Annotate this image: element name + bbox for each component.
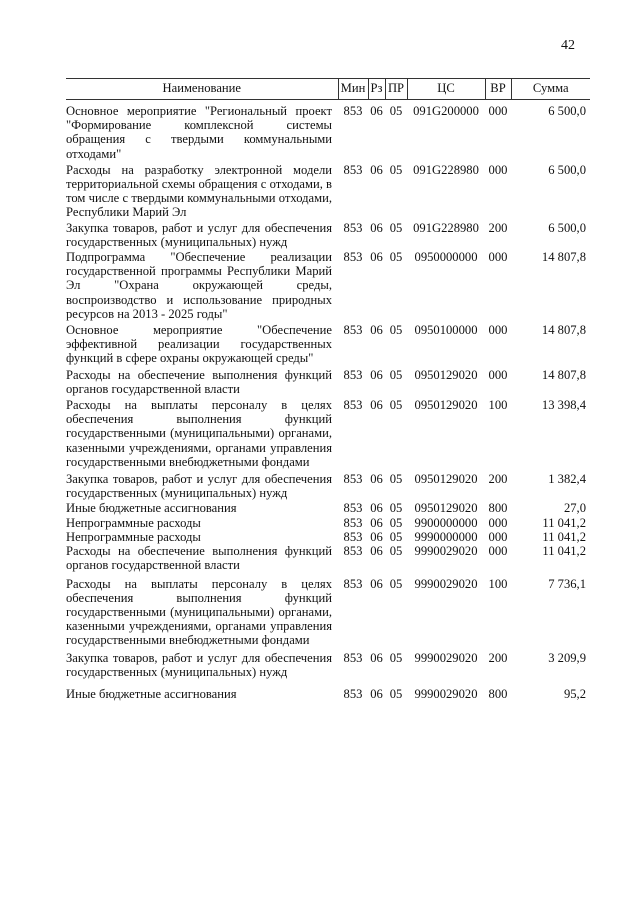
cell-rz: 06: [370, 398, 383, 413]
cell-rz: 06: [370, 323, 383, 338]
cell-min: 853: [343, 472, 363, 487]
cell-rz: 06: [370, 515, 383, 530]
cell-vr: 200: [488, 220, 508, 235]
cell-min: 853: [343, 650, 363, 665]
cell-rz: 06: [370, 576, 383, 591]
cell-min: 853: [343, 250, 363, 265]
cell-vr: 100: [488, 398, 508, 413]
cell-min: 853: [343, 367, 363, 382]
header-min: Мин: [338, 79, 368, 100]
cell-sum: 14 807,8: [541, 250, 586, 265]
cell-pr: 05: [389, 501, 403, 516]
cell-cs: 091G228980: [413, 162, 479, 177]
table-row: [66, 573, 590, 648]
cell-name: Основное мероприятие "Обеспечение эффективной реализации государственных функций в сфере охраны окружающей среды": [66, 323, 332, 366]
cell-rz: 06: [370, 501, 383, 516]
budget-table-container: [66, 78, 590, 701]
table-row: [66, 100, 590, 161]
header-cs: ЦС: [407, 79, 485, 100]
cell-name: Закупка товаров, работ и услуг для обеспечения государственных (муниципальных) нужд: [66, 472, 332, 501]
cell-name: Расходы на обеспечение выполнения функций органов государственной власти: [66, 367, 332, 396]
cell-min: 853: [343, 529, 363, 544]
cell-pr: 05: [389, 104, 403, 118]
cell-pr: 05: [389, 162, 403, 177]
cell-rz: 06: [370, 472, 383, 487]
cell-vr: 100: [488, 576, 508, 591]
cell-pr: 05: [389, 576, 403, 591]
cell-min: 853: [343, 398, 363, 413]
cell-vr: 800: [488, 686, 508, 701]
header-rz: Рз: [368, 79, 385, 100]
cell-name: Расходы на обеспечение выполнения функций органов государственной власти: [66, 544, 332, 573]
cell-pr: 05: [389, 250, 403, 265]
cell-name: Расходы на выплаты персоналу в целях обеспечения выполнения функций государственными (муниципальными) органами, казенными учреждениями, органами управления государственными внебюджетными фондами: [66, 398, 332, 469]
cell-min: 853: [343, 686, 363, 701]
cell-vr: 000: [488, 515, 508, 530]
cell-min: 853: [343, 515, 363, 530]
cell-sum: 1 382,4: [548, 472, 586, 487]
cell-name: Расходы на выплаты персоналу в целях обеспечения выполнения функций государственными (муниципальными) органами, казенными учреждениями, органами управления государственными внебюджетными фондами: [66, 576, 332, 648]
cell-cs: 9990000000: [414, 529, 478, 544]
cell-rz: 06: [370, 250, 383, 265]
cell-cs: 9990029020: [414, 686, 478, 701]
cell-sum: 14 807,8: [541, 323, 586, 338]
cell-cs: 0950129020: [414, 472, 478, 487]
cell-pr: 05: [389, 367, 403, 382]
cell-pr: 05: [389, 220, 403, 235]
cell-min: 853: [343, 576, 363, 591]
cell-rz: 06: [370, 104, 383, 118]
table-row: [66, 161, 590, 220]
cell-pr: 05: [389, 515, 403, 530]
table-row: [66, 220, 590, 249]
cell-min: 853: [343, 323, 363, 338]
cell-cs: 091G200000: [413, 104, 479, 118]
table-row: [66, 516, 590, 530]
cell-sum: 6 500,0: [548, 104, 586, 118]
table-row: [66, 469, 590, 500]
cell-name: Непрограммные расходы: [66, 529, 201, 544]
table-row: [66, 321, 590, 366]
cell-rz: 06: [370, 367, 383, 382]
cell-name: Иные бюджетные ассигнования: [66, 686, 237, 701]
cell-vr: 000: [488, 323, 508, 338]
table-row: [66, 648, 590, 679]
cell-sum: 11 041,2: [542, 529, 586, 544]
cell-pr: 05: [389, 529, 403, 544]
cell-sum: 14 807,8: [541, 367, 586, 382]
cell-pr: 05: [389, 686, 403, 701]
cell-cs: 0950129020: [414, 501, 478, 516]
cell-vr: 000: [488, 367, 508, 382]
cell-cs: 091G228980: [413, 220, 479, 235]
cell-min: 853: [343, 501, 363, 516]
table-header-row: [66, 79, 590, 100]
cell-cs: 9990029020: [414, 576, 478, 591]
cell-rz: 06: [370, 650, 383, 665]
cell-sum: 3 209,9: [548, 650, 586, 665]
cell-rz: 06: [370, 162, 383, 177]
cell-vr: 000: [488, 162, 508, 177]
cell-cs: 9900000000: [414, 515, 478, 530]
cell-name: Подпрограмма "Обеспечение реализации государственной программы Республики Марий Эл "Охрана окружающей среды, воспроизводство и использование природных ресурсов на 2013 - 2025 годы": [66, 250, 332, 321]
header-name: Наименование: [66, 79, 338, 100]
cell-min: 853: [343, 544, 363, 559]
cell-vr: 200: [488, 650, 508, 665]
cell-rz: 06: [370, 544, 383, 559]
cell-sum: 11 041,2: [542, 544, 586, 559]
cell-min: 853: [343, 220, 363, 235]
cell-name: Иные бюджетные ассигнования: [66, 501, 237, 516]
cell-name: Непрограммные расходы: [66, 515, 201, 530]
cell-cs: 9990029020: [414, 544, 478, 559]
table-row: [66, 500, 590, 515]
cell-rz: 06: [370, 220, 383, 235]
cell-pr: 05: [389, 650, 403, 665]
cell-name: Закупка товаров, работ и услуг для обеспечения государственных (муниципальных) нужд: [66, 650, 332, 679]
cell-min: 853: [343, 162, 363, 177]
cell-name: Закупка товаров, работ и услуг для обеспечения государственных (муниципальных) нужд: [66, 220, 332, 249]
cell-min: 853: [343, 104, 363, 118]
cell-pr: 05: [389, 323, 403, 338]
cell-sum: 6 500,0: [548, 220, 586, 235]
header-pr: ПР: [385, 79, 407, 100]
cell-vr: 200: [488, 472, 508, 487]
table-row: [66, 396, 590, 469]
cell-pr: 05: [389, 544, 403, 559]
cell-vr: 000: [488, 250, 508, 265]
cell-sum: 6 500,0: [548, 162, 586, 177]
cell-pr: 05: [389, 398, 403, 413]
cell-cs: 9990029020: [414, 650, 478, 665]
cell-name: Основное мероприятие "Региональный проект "Формирование комплексной системы обращения с твердыми коммунальными отходами": [66, 104, 332, 161]
cell-sum: 13 398,4: [541, 398, 586, 413]
table-row: [66, 530, 590, 544]
cell-name: Расходы на разработку электронной модели территориальной схемы обращения с отходами, в том числе с твердыми коммунальными отходами, Республики Марий Эл: [66, 162, 332, 220]
table-row: [66, 544, 590, 572]
cell-cs: 0950129020: [414, 398, 478, 413]
cell-vr: 000: [488, 104, 508, 118]
cell-pr: 05: [389, 472, 403, 487]
page-number: 42: [561, 38, 575, 53]
cell-cs: 0950129020: [414, 367, 478, 382]
cell-vr: 000: [488, 529, 508, 544]
header-sum: Сумма: [511, 79, 590, 100]
table-row: [66, 679, 590, 701]
table-row: [66, 366, 590, 396]
cell-vr: 000: [488, 544, 508, 559]
cell-vr: 800: [488, 501, 508, 516]
cell-sum: 11 041,2: [542, 515, 586, 530]
cell-cs: 0950100000: [414, 323, 478, 338]
table-body: [66, 100, 590, 702]
cell-rz: 06: [370, 529, 383, 544]
budget-table: [66, 78, 590, 701]
cell-cs: 0950000000: [414, 250, 478, 265]
cell-sum: 95,2: [563, 686, 586, 701]
cell-sum: 7 736,1: [548, 576, 586, 591]
cell-sum: 27,0: [563, 501, 586, 516]
header-vr: ВР: [485, 79, 511, 100]
table-row: [66, 249, 590, 321]
cell-rz: 06: [370, 686, 383, 701]
